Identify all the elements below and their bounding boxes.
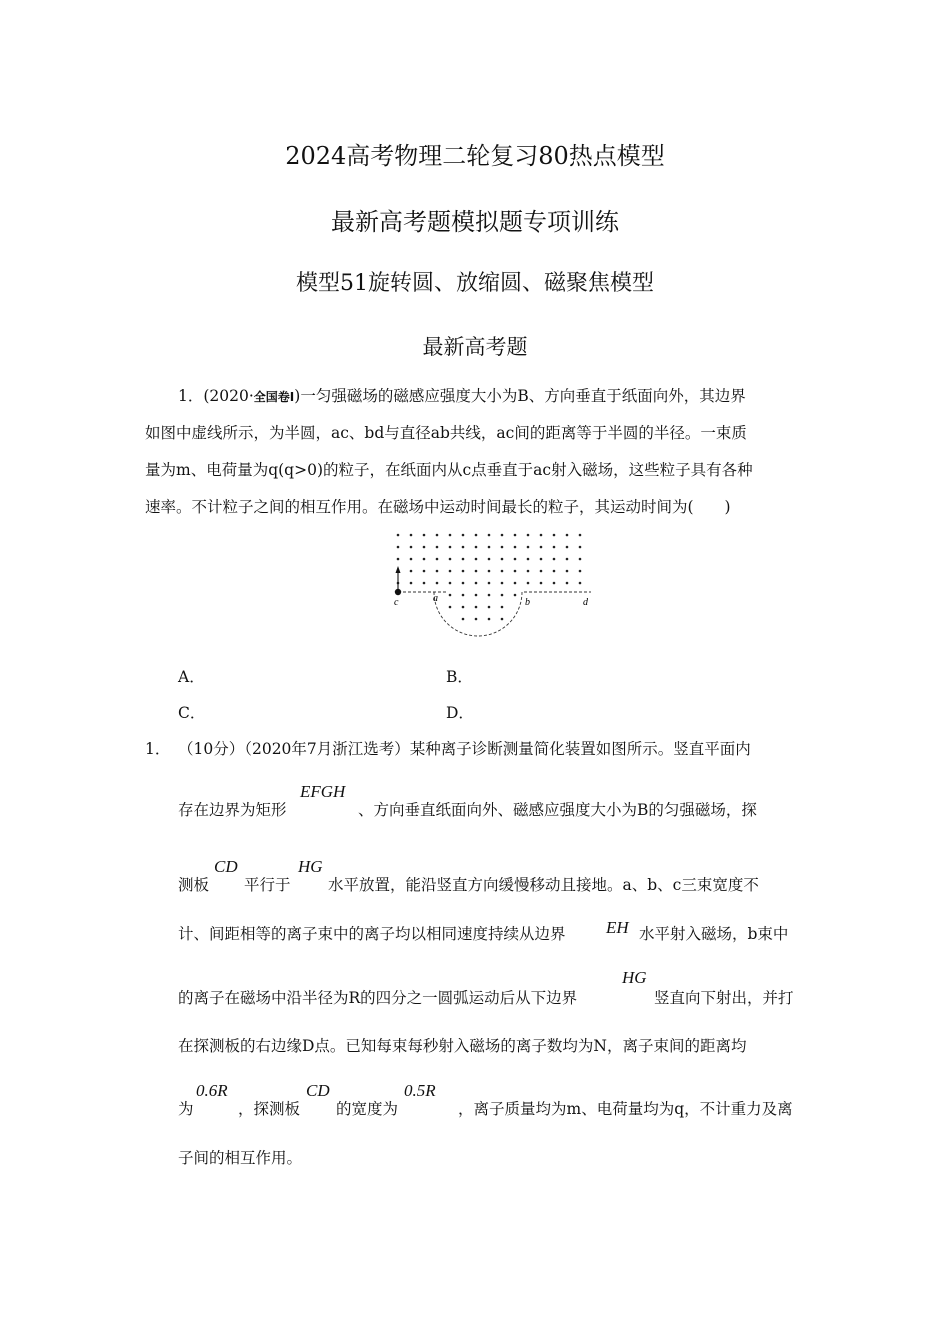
field-dot (514, 558, 517, 561)
field-dot (475, 534, 478, 537)
field-dot (553, 534, 556, 537)
field-figure (388, 526, 603, 638)
field-dot (488, 558, 491, 561)
field-dot (501, 534, 504, 537)
field-dot (475, 594, 478, 597)
q2-text-5a: 的离子在磁场中沿半径为R的四分之一圆弧运动后从下边界 (178, 989, 578, 1007)
field-dot (462, 618, 465, 621)
title-main: 2024高考物理二轮复习80热点模型 (285, 142, 665, 170)
field-dot (475, 546, 478, 549)
field-dot (566, 546, 569, 549)
field-dot (579, 546, 582, 549)
field-dot (579, 534, 582, 537)
field-dot (410, 546, 413, 549)
math-hg-2: HG (622, 968, 647, 987)
field-dot (462, 558, 465, 561)
field-dot (423, 570, 426, 573)
q2-line-6: 在探测板的右边缘D点。已知每束每秒射入磁场的离子数均为N，离子束间的距离均 (178, 1037, 747, 1055)
label-c: c (394, 597, 399, 608)
field-dot (488, 618, 491, 621)
field-dot (449, 594, 452, 597)
field-dot (566, 558, 569, 561)
field-dot (514, 570, 517, 573)
q1-source-year: (2020· (203, 387, 254, 405)
field-dot (436, 582, 439, 585)
q2-text-4b: 水平射入磁场，b束中 (639, 925, 789, 943)
label-b: b (525, 597, 530, 608)
field-dot (475, 558, 478, 561)
field-dot (540, 582, 543, 585)
field-dot (501, 546, 504, 549)
field-dot (436, 546, 439, 549)
field-dot (514, 582, 517, 585)
field-dot (501, 618, 504, 621)
q2-text-2b: 、方向垂直纸面向外、磁感应强度大小为B的匀强磁场，探 (358, 801, 757, 819)
field-dot (527, 582, 530, 585)
boundary-semicircle (434, 592, 522, 636)
q2-line-1: （10分）（2020年7月浙江选考）某种离子诊断测量简化装置如图所示。竖直平面内 (178, 740, 751, 758)
q1-number: 1． (178, 387, 204, 405)
q2-text-3c: 水平放置，能沿竖直方向缓慢移动且接地。a、b、c三束宽度不 (328, 876, 759, 894)
field-dot (566, 582, 569, 585)
field-dot (501, 582, 504, 585)
field-dot (423, 582, 426, 585)
math-eh: EH (606, 918, 629, 937)
field-dot (553, 558, 556, 561)
q2-text-4a: 计、间距相等的离子束中的离子均以相同速度持续从边界 (178, 925, 566, 943)
field-dot (540, 546, 543, 549)
q2-text-7c: 的宽度为 (336, 1100, 399, 1118)
field-dot (501, 606, 504, 609)
field-dot (449, 546, 452, 549)
q1-line-3: 量为m、电荷量为q(q>0)的粒子，在纸面内从c点垂直于ac射入磁场，这些粒子具有各种 (145, 461, 753, 479)
field-dot (540, 570, 543, 573)
field-dot (566, 534, 569, 537)
field-dot (397, 546, 400, 549)
math-cd-2: CD (306, 1081, 330, 1100)
q1-source-exam: 全国卷Ⅰ (253, 390, 295, 404)
field-dot (462, 582, 465, 585)
q2-text-7b: ，探测板 (238, 1100, 301, 1118)
option-d: D． (446, 704, 474, 722)
field-dot (436, 558, 439, 561)
field-dot (410, 558, 413, 561)
field-dot (579, 558, 582, 561)
field-dots (397, 534, 582, 621)
q1-text-1: )一匀强磁场的磁感应强度大小为B、方向垂直于纸面向外，其边界 (294, 387, 746, 405)
field-dot (514, 594, 517, 597)
q2-text-5b: 竖直向下射出，并打 (654, 989, 794, 1007)
field-dot (488, 582, 491, 585)
field-dot (449, 558, 452, 561)
field-dot (410, 534, 413, 537)
field-dot (475, 570, 478, 573)
field-dot (449, 606, 452, 609)
field-dot (514, 546, 517, 549)
field-dot (462, 606, 465, 609)
q1-line-2: 如图中虚线所示，为半圆，ac、bd与直径ab共线，ac间的距离等于半圆的半径。一束质 (145, 424, 747, 442)
field-dot (449, 582, 452, 585)
field-dot (410, 570, 413, 573)
field-dot (488, 534, 491, 537)
field-dot (527, 558, 530, 561)
field-dot (501, 594, 504, 597)
q2-line-8: 子间的相互作用。 (178, 1149, 303, 1167)
math-0-6r: 0.6R (196, 1081, 228, 1100)
field-dot (423, 558, 426, 561)
field-dot (449, 534, 452, 537)
field-dot (488, 546, 491, 549)
option-a: A． (178, 668, 205, 686)
field-dot (462, 546, 465, 549)
q2-text-3b: 平行于 (244, 876, 291, 894)
title-model: 模型51旋转圆、放缩圆、磁聚焦模型 (296, 271, 654, 296)
field-dot (475, 606, 478, 609)
field-dot (423, 546, 426, 549)
field-dot (540, 534, 543, 537)
field-dot (527, 546, 530, 549)
velocity-arrowhead (396, 566, 401, 573)
field-dot (475, 582, 478, 585)
q2-text-7a: 为 (178, 1100, 194, 1118)
math-efgh: EFGH (300, 782, 346, 801)
math-0-5r: 0.5R (404, 1081, 436, 1100)
section-heading: 最新高考题 (422, 335, 528, 359)
field-dot (527, 570, 530, 573)
field-dot (475, 618, 478, 621)
field-dot (501, 570, 504, 573)
q1-line-1 (178, 384, 746, 406)
field-dot (410, 582, 413, 585)
q2-number: 1． (145, 740, 171, 758)
math-cd: CD (214, 857, 238, 876)
field-dot (553, 570, 556, 573)
q2-text-7d: ，离子质量均为m、电荷量均为q，不计重力及离 (458, 1100, 793, 1118)
field-dot (423, 534, 426, 537)
field-dot (488, 570, 491, 573)
field-dot (449, 570, 452, 573)
field-dot (462, 594, 465, 597)
label-a: a (433, 593, 438, 604)
math-hg: HG (298, 857, 323, 876)
field-dot (579, 582, 582, 585)
label-d: d (583, 597, 588, 608)
option-c: C． (178, 704, 206, 722)
title-subtitle: 最新高考题模拟题专项训练 (331, 208, 619, 236)
field-dot (436, 534, 439, 537)
field-dot (462, 570, 465, 573)
field-dot (397, 558, 400, 561)
field-dot (553, 582, 556, 585)
field-dot (462, 534, 465, 537)
q1-line-4: 速率。不计粒子之间的相互作用。在磁场中运动时间最长的粒子，其运动时间为( ) (145, 498, 731, 516)
field-dot (501, 558, 504, 561)
option-b: B． (446, 668, 473, 686)
field-dot (488, 606, 491, 609)
field-dot (488, 594, 491, 597)
field-dot (540, 558, 543, 561)
field-dot (397, 534, 400, 537)
field-dot (436, 570, 439, 573)
field-dot (527, 534, 530, 537)
field-dot (566, 570, 569, 573)
q2-text-3a: 测板 (178, 876, 210, 894)
field-dot (514, 534, 517, 537)
field-dot (579, 570, 582, 573)
field-dot (553, 546, 556, 549)
q2-text-2a: 存在边界为矩形 (178, 801, 287, 819)
